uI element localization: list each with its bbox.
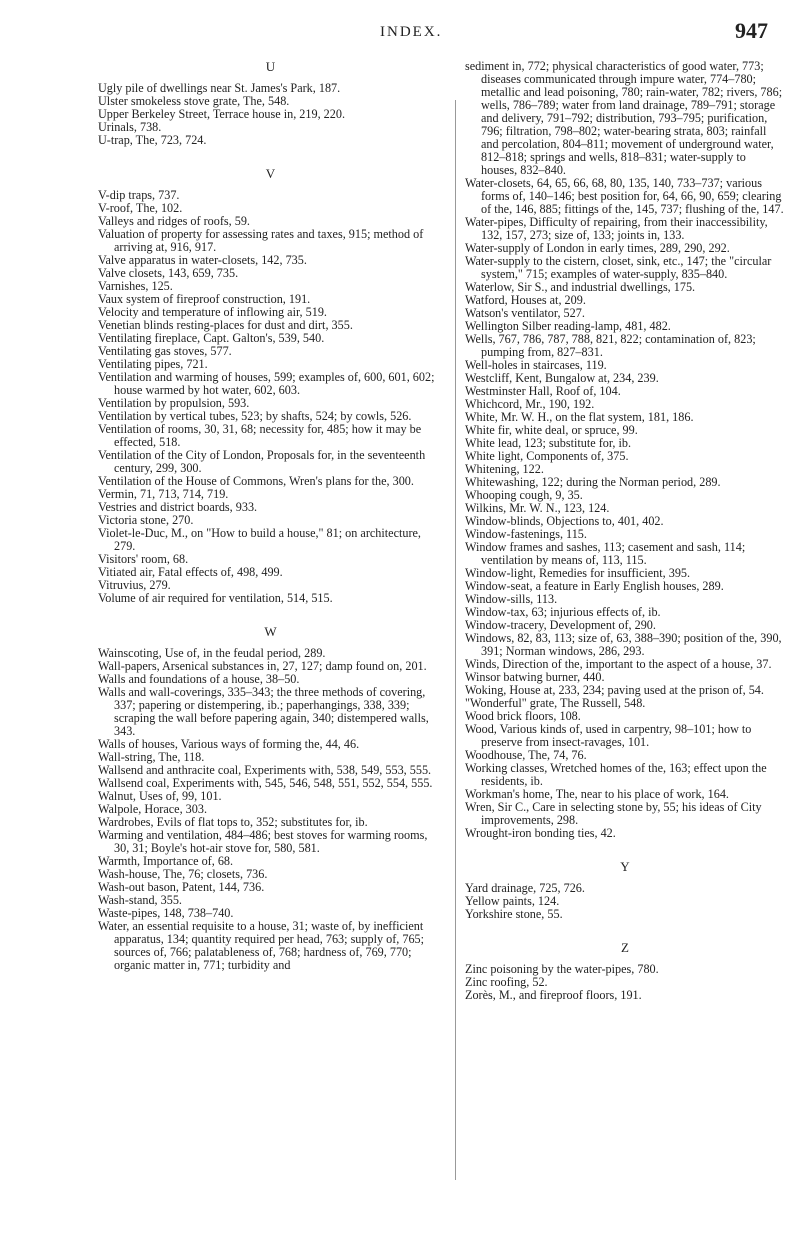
index-entry: Window-seat, a feature in Early English houses, 289. bbox=[465, 579, 724, 593]
index-entry: Water-pipes, Difficulty of repairing, from their inaccessibility, 132, 157, 273; size of, 133; joints in, 133. bbox=[465, 215, 768, 242]
index-entry: Ventilation by propulsion, 593. bbox=[98, 396, 250, 410]
index-entry: Visitors' room, 68. bbox=[98, 552, 189, 566]
index-entry: Valve apparatus in water-closets, 142, 735. bbox=[98, 253, 307, 267]
index-entry: Vaux system of fireproof construction, 191. bbox=[98, 292, 311, 306]
section-gap bbox=[98, 147, 443, 167]
index-entry: Water-supply to the cistern, closet, sink, etc., 147; the "circular system," 715; examples of water-supply, 835–840. bbox=[465, 254, 772, 281]
index-entry: Urinals, 738. bbox=[98, 120, 162, 134]
page-header bbox=[0, 14, 800, 44]
index-entry: Wood, Various kinds of, used in carpentry, 98–101; how to preserve from insect-ravages, 101. bbox=[465, 722, 752, 749]
index-entry: Velocity and temperature of inflowing air, 519. bbox=[98, 305, 327, 319]
index-entry: Violet-le-Duc, M., on "How to build a house," 81; on architecture, 279. bbox=[98, 526, 421, 553]
index-entry: Valuation of property for assessing rates and taxes, 915; method of arriving at, 916, 917. bbox=[98, 227, 424, 254]
index-entry: Workman's home, The, near to his place of work, 164. bbox=[465, 787, 729, 801]
index-entry: Ventilation of rooms, 30, 31, 68; necessity for, 485; how it may be effected, 518. bbox=[98, 422, 422, 449]
page-number: 947 bbox=[735, 18, 768, 43]
index-entry: Window-tax, 63; injurious effects of, ib. bbox=[465, 605, 661, 619]
index-entry: Woking, House at, 233, 234; paving used at the prison of, 54. bbox=[465, 683, 764, 697]
section-letter: U bbox=[265, 59, 276, 74]
index-entry: Vitruvius, 279. bbox=[98, 578, 171, 592]
index-entry: Ventilation by vertical tubes, 523; by shafts, 524; by cowls, 526. bbox=[98, 409, 412, 423]
index-entry: Vermin, 71, 713, 714, 719. bbox=[98, 487, 229, 501]
right-column bbox=[465, 60, 785, 1002]
index-entry: Windows, 82, 83, 113; size of, 63, 388–390; position of the, 390, 391; Norman windows, 286, 293. bbox=[465, 631, 782, 658]
index-entry: Ulster smokeless stove grate, The, 548. bbox=[98, 94, 290, 108]
index-entry: Wall-papers, Arsenical substances in, 27, 127; damp found on, 201. bbox=[98, 659, 427, 673]
section-gap bbox=[98, 605, 443, 625]
index-entry: Walls and wall-coverings, 335–343; the three methods of covering, 337; papering or distempering, ib.; paperhangings, 338, 339; scraping the wall before papering again, 340; distempered walls, 343. bbox=[98, 685, 429, 738]
index-entry: Wilkins, Mr. W. N., 123, 124. bbox=[465, 501, 610, 515]
index-entry: Victoria stone, 270. bbox=[98, 513, 194, 527]
index-entry: Ventilation and warming of houses, 599; examples of, 600, 601, 602; house warmed by hot water, 602, 603. bbox=[98, 370, 435, 397]
index-entry: Whichcord, Mr., 190, 192. bbox=[465, 397, 595, 411]
index-entry: Westminster Hall, Roof of, 104. bbox=[465, 384, 621, 398]
section-letter: V bbox=[265, 166, 276, 181]
index-entry: Wash-stand, 355. bbox=[98, 893, 182, 907]
index-entry: Ugly pile of dwellings near St. James's Park, 187. bbox=[98, 81, 341, 95]
index-entry: Well-holes in staircases, 119. bbox=[465, 358, 607, 372]
section-gap bbox=[465, 840, 785, 860]
index-entry: Ventilation of the House of Commons, Wren's plans for the, 300. bbox=[98, 474, 414, 488]
index-entry: Whitening, 122. bbox=[465, 462, 544, 476]
index-entry: Window-tracery, Development of, 290. bbox=[465, 618, 656, 632]
index-entry: White lead, 123; substitute for, ib. bbox=[465, 436, 632, 450]
column-divider bbox=[455, 100, 456, 1180]
index-entry: Wrought-iron bonding ties, 42. bbox=[465, 826, 616, 840]
section-letter: Z bbox=[621, 940, 629, 955]
running-title: INDEX. bbox=[380, 24, 443, 40]
index-entry: Westcliff, Kent, Bungalow at, 234, 239. bbox=[465, 371, 659, 385]
index-entry: Window-light, Remedies for insufficient, 395. bbox=[465, 566, 691, 580]
index-entry: Window-fastenings, 115. bbox=[465, 527, 587, 541]
index-entry: White light, Components of, 375. bbox=[465, 449, 629, 463]
index-entry: Woodhouse, The, 74, 76. bbox=[465, 748, 587, 762]
index-entry: Water, an essential requisite to a house, 31; waste of, by inefficient apparatus, 134; quantity required per head, 763; supply of, 765; sources of, 766; palatableness of, 768; hardness of, 769, 770; organic matter in, 771; turbidity and bbox=[98, 919, 425, 972]
index-entry: Wren, Sir C., Care in selecting stone by, 55; his ideas of City improvements, 298. bbox=[465, 800, 762, 827]
index-entry: Winsor batwing burner, 440. bbox=[465, 670, 605, 684]
index-entry: Zinc roofing, 52. bbox=[465, 975, 548, 989]
index-entry: V-dip traps, 737. bbox=[98, 188, 180, 202]
index-entry: Working classes, Wretched homes of the, 163; effect upon the residents, ib. bbox=[465, 761, 767, 788]
index-entry: Wash-out bason, Patent, 144, 736. bbox=[98, 880, 265, 894]
section-gap bbox=[465, 921, 785, 941]
index-entry: Waste-pipes, 148, 738–740. bbox=[98, 906, 234, 920]
index-entry: Walpole, Horace, 303. bbox=[98, 802, 208, 816]
index-entry: Wallsend coal, Experiments with, 545, 546, 548, 551, 552, 554, 555. bbox=[98, 776, 433, 790]
index-entry: Walls and foundations of a house, 38–50. bbox=[98, 672, 300, 686]
index-entry: sediment in, 772; physical characteristics of good water, 773; diseases communicated through impure water, 774–780; metallic and lead poisoning, 780; rain-water, 782; rivers, 786; wells, 786–789; water from land drainage, 789–791; storage and delivery, 791–792; distribution, 793–795; purification, 796; filtration, 798–802; water-bearing strata, 803; rainfall and percolation, 804–811; movement of underground water, 812–818; springs and wells, 818–831; water-supply to houses, 832–840. bbox=[465, 59, 783, 177]
index-entry: Wall-string, The, 118. bbox=[98, 750, 205, 764]
index-entry: Zinc poisoning by the water-pipes, 780. bbox=[465, 962, 659, 976]
index-entry: Wash-house, The, 76; closets, 736. bbox=[98, 867, 268, 881]
index-entry: Vestries and district boards, 933. bbox=[98, 500, 258, 514]
index-entry: Venetian blinds resting-places for dust and dirt, 355. bbox=[98, 318, 353, 332]
index-entry: V-roof, The, 102. bbox=[98, 201, 183, 215]
index-entry: Wellington Silber reading-lamp, 481, 482. bbox=[465, 319, 671, 333]
index-entry: Upper Berkeley Street, Terrace house in, 219, 220. bbox=[98, 107, 345, 121]
index-entry: Ventilation of the City of London, Proposals for, in the seventeenth century, 299, 300. bbox=[98, 448, 426, 475]
index-entry: Water-supply of London in early times, 289, 290, 292. bbox=[465, 241, 730, 255]
index-entry: Zorès, M., and fireproof floors, 191. bbox=[465, 988, 642, 1002]
index-entry: Wood brick floors, 108. bbox=[465, 709, 581, 723]
index-entry: U-trap, The, 723, 724. bbox=[98, 133, 207, 147]
index-entry: Whitewashing, 122; during the Norman period, 289. bbox=[465, 475, 721, 489]
index-entry: Yard drainage, 725, 726. bbox=[465, 881, 585, 895]
index-entry: Valleys and ridges of roofs, 59. bbox=[98, 214, 250, 228]
section-letter: Y bbox=[620, 859, 630, 874]
index-entry: Water-closets, 64, 65, 66, 68, 80, 135, 140, 733–737; various forms of, 140–146; best position for, 64, 66, 90, 659; clearing of the, 146, 885; fittings of the, 145, 737; flushing of the, 147. bbox=[465, 176, 784, 216]
index-entry: Window-sills, 113. bbox=[465, 592, 558, 606]
index-entry: Watson's ventilator, 527. bbox=[465, 306, 585, 320]
index-entry: Wainscoting, Use of, in the feudal period, 289. bbox=[98, 646, 326, 660]
index-entry: Warmth, Importance of, 68. bbox=[98, 854, 234, 868]
index-entry: Wells, 767, 786, 787, 788, 821, 822; contamination of, 823; pumping from, 827–831. bbox=[465, 332, 756, 359]
index-entry: Vitiated air, Fatal effects of, 498, 499. bbox=[98, 565, 283, 579]
index-entry: Whooping cough, 9, 35. bbox=[465, 488, 583, 502]
index-entry: Walls of houses, Various ways of forming the, 44, 46. bbox=[98, 737, 360, 751]
index-entry: Wardrobes, Evils of flat tops to, 352; substitutes for, ib. bbox=[98, 815, 368, 829]
index-entry: Ventilating pipes, 721. bbox=[98, 357, 208, 371]
index-entry: Varnishes, 125. bbox=[98, 279, 173, 293]
index-entry: Wallsend and anthracite coal, Experiments with, 538, 549, 553, 555. bbox=[98, 763, 432, 777]
index-entry: "Wonderful" grate, The Russell, 548. bbox=[465, 696, 646, 710]
index-entry: White, Mr. W. H., on the flat system, 181, 186. bbox=[465, 410, 694, 424]
index-entry: Warming and ventilation, 484–486; best stoves for warming rooms, 30, 31; Boyle's hot-air stove for, 580, 581. bbox=[98, 828, 428, 855]
index-entry: Yorkshire stone, 55. bbox=[465, 907, 563, 921]
index-entry: Winds, Direction of the, important to the aspect of a house, 37. bbox=[465, 657, 772, 671]
index-entry: Window-blinds, Objections to, 401, 402. bbox=[465, 514, 664, 528]
left-column bbox=[98, 60, 443, 972]
index-entry: Walnut, Uses of, 99, 101. bbox=[98, 789, 222, 803]
section-letter: W bbox=[264, 624, 277, 639]
index-entry: White fir, white deal, or spruce, 99. bbox=[465, 423, 638, 437]
index-entry: Ventilating fireplace, Capt. Galton's, 539, 540. bbox=[98, 331, 325, 345]
index-entry: Watford, Houses at, 209. bbox=[465, 293, 586, 307]
index-entry: Window frames and sashes, 113; casement and sash, 114; ventilation by means of, 113, 115. bbox=[465, 540, 746, 567]
index-entry: Yellow paints, 124. bbox=[465, 894, 560, 908]
index-entry: Ventilating gas stoves, 577. bbox=[98, 344, 232, 358]
index-entry: Volume of air required for ventilation, 514, 515. bbox=[98, 591, 333, 605]
index-entry: Waterlow, Sir S., and industrial dwellings, 175. bbox=[465, 280, 696, 294]
index-entry: Valve closets, 143, 659, 735. bbox=[98, 266, 239, 280]
